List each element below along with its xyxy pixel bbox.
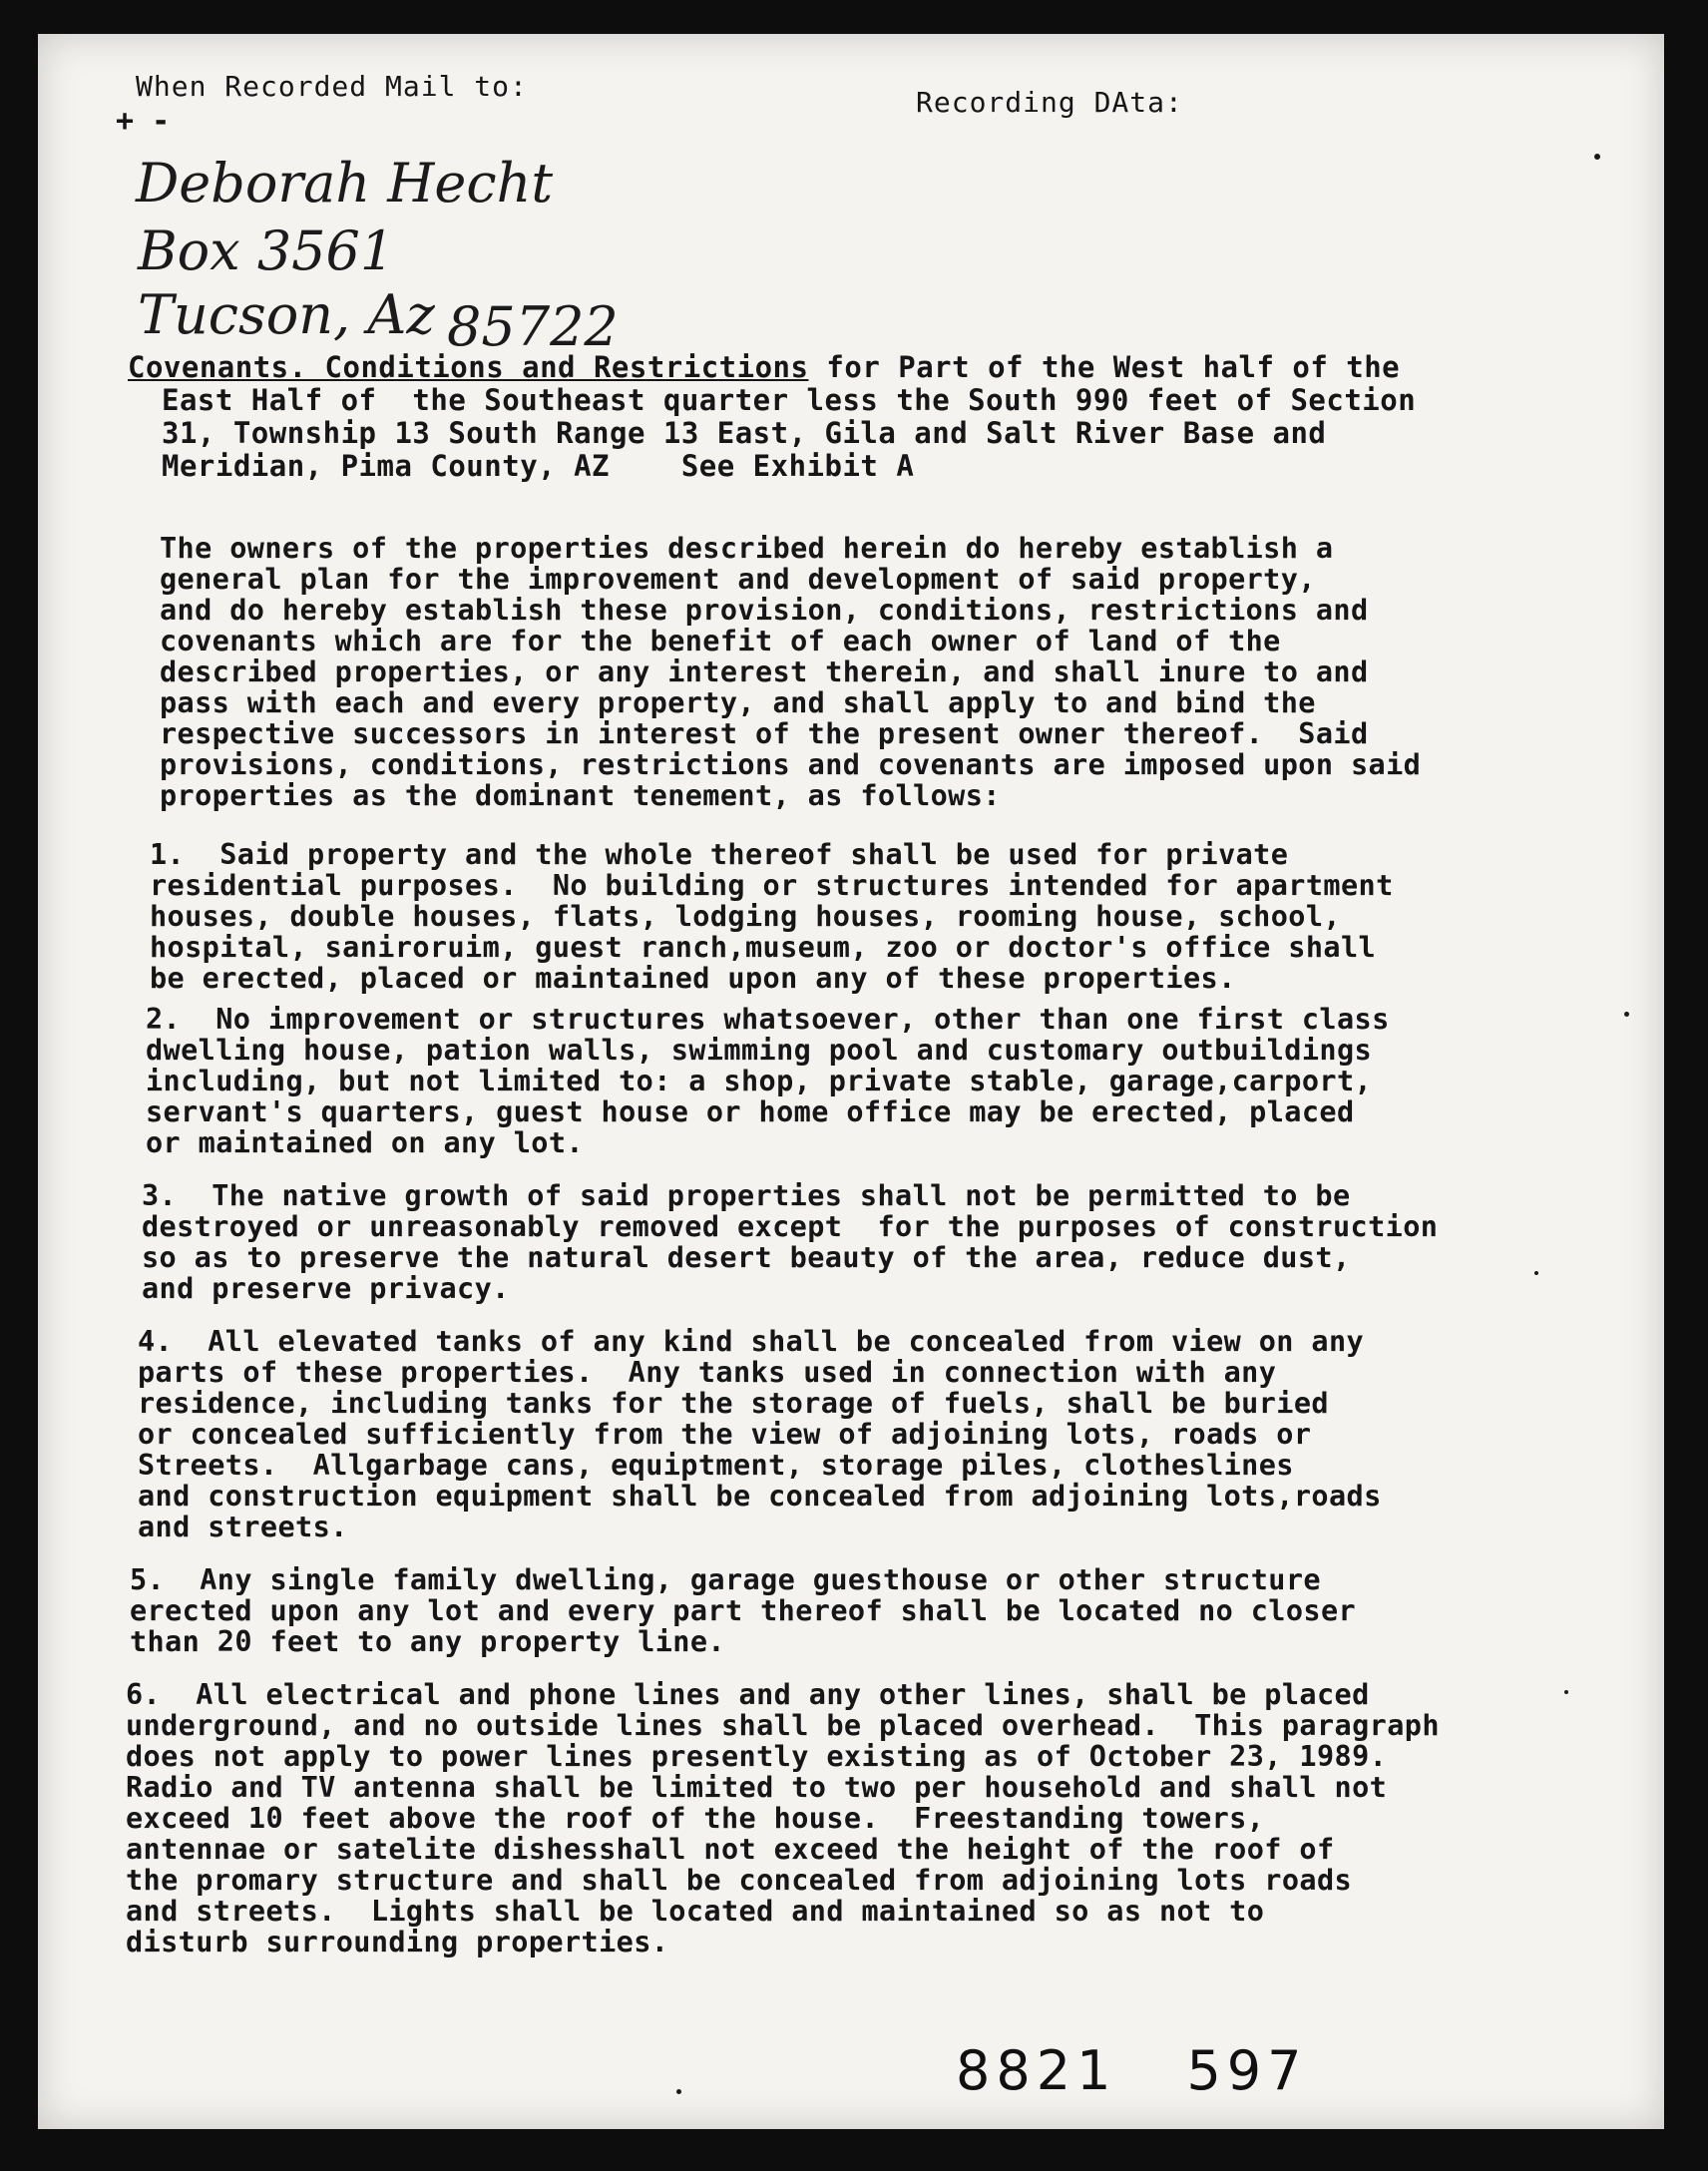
intro-line: covenants which are for the benefit of each owner of land of the bbox=[160, 625, 1281, 657]
item-line: underground, and no outside lines shall be placed overhead. This paragraph bbox=[126, 1709, 1440, 1742]
covenant-item-1 bbox=[120, 839, 1596, 994]
covenant-item-6 bbox=[120, 1679, 1596, 1957]
item-line: residential purposes. No building or structures intended for apartment bbox=[150, 869, 1394, 902]
item-line: parts of these properties. Any tanks used in connection with any bbox=[138, 1356, 1277, 1389]
item-line: or concealed sufficiently from the view of adjoining lots, roads or bbox=[138, 1418, 1312, 1451]
handwritten-city: Tucson, Az bbox=[138, 283, 435, 346]
item-line: 4. All elevated tanks of any kind shall be concealed from view on any bbox=[138, 1325, 1365, 1358]
item-line: and preserve privacy. bbox=[142, 1272, 510, 1305]
item-line: and construction equipment shall be concealed from adjoining lots,roads bbox=[138, 1480, 1382, 1513]
item-line: the promary structure and shall be concealed from adjoining lots roads bbox=[126, 1864, 1353, 1897]
title-line: Meridian, Pima County, AZ See Exhibit A bbox=[162, 449, 915, 483]
item-line: Radio and TV antenna shall be limited to two per household and shall not bbox=[126, 1771, 1388, 1804]
scan-speck bbox=[676, 2089, 681, 2094]
scan-speck bbox=[1594, 154, 1600, 160]
intro-paragraph bbox=[120, 533, 1596, 811]
recording-data-label: Recording DAta: bbox=[916, 86, 1183, 119]
item-line: antennae or satelite dishesshall not exceed the height of the roof of bbox=[126, 1833, 1335, 1866]
item-line: Streets. Allgarbage cans, equiptment, storage piles, clotheslines bbox=[138, 1449, 1294, 1482]
item-line: houses, double houses, flats, lodging houses, rooming house, school, bbox=[150, 900, 1341, 933]
item-line: erected upon any lot and every part thereof shall be located no closer bbox=[130, 1594, 1357, 1627]
item-line: 2. No improvement or structures whatsoever, other than one first class bbox=[146, 1003, 1390, 1036]
title-line: East Half of the Southeast quarter less the South 990 feet of Section bbox=[162, 383, 1417, 417]
item-line: does not apply to power lines presently existing as of October 23, 1989. bbox=[126, 1740, 1388, 1773]
intro-line: respective successors in interest of the present owner thereof. Said bbox=[160, 717, 1369, 750]
handwritten-name: Deborah Hecht bbox=[136, 152, 554, 215]
docket-number: 8821 bbox=[956, 2039, 1117, 2102]
intro-line: described properties, or any interest therein, and shall inure to and bbox=[160, 655, 1369, 688]
title-line: 31, Township 13 South Range 13 East, Gila and Salt River Base and bbox=[162, 416, 1327, 450]
handwritten-box: Box 3561 bbox=[138, 219, 395, 282]
document-title bbox=[128, 351, 1544, 483]
mail-to-label: When Recorded Mail to: bbox=[136, 70, 528, 103]
title-line-text: for Part of the West half of the bbox=[808, 350, 1401, 384]
item-line: disturb surrounding properties. bbox=[126, 1926, 669, 1958]
item-line: exceed 10 feet above the roof of the house. Freestanding towers, bbox=[126, 1802, 1265, 1835]
intro-line: pass with each and every property, and shall apply to and bind the bbox=[160, 686, 1316, 719]
item-line: residence, including tanks for the storage of fuels, shall be buried bbox=[138, 1387, 1329, 1420]
covenant-item-3 bbox=[120, 1180, 1596, 1304]
item-line: 1. Said property and the whole thereof shall be used for private bbox=[150, 838, 1289, 871]
item-line: be erected, placed or maintained upon any of these properties. bbox=[150, 962, 1236, 995]
intro-line: The owners of the properties described herein do hereby establish a bbox=[160, 532, 1334, 565]
intro-line: properties as the dominant tenement, as follows: bbox=[160, 779, 1001, 812]
item-line: 5. Any single family dwelling, garage guesthouse or other structure bbox=[130, 1563, 1321, 1596]
margin-mark: + - bbox=[116, 104, 171, 139]
item-line: including, but not limited to: a shop, private stable, garage,carport, bbox=[146, 1065, 1373, 1097]
item-line: hospital, saniroruim, guest ranch,museum, zoo or doctor's office shall bbox=[150, 931, 1377, 964]
intro-line: general plan for the improvement and development of said property, bbox=[160, 563, 1316, 596]
item-line: 6. All electrical and phone lines and any other lines, shall be placed bbox=[126, 1678, 1370, 1711]
title-underlined: Covenants. Conditions and Restrictions bbox=[128, 350, 809, 384]
covenant-item-2 bbox=[120, 1004, 1596, 1158]
item-line: destroyed or unreasonably removed except for the purposes of construction bbox=[142, 1210, 1439, 1243]
handwritten-zip: 85722 bbox=[447, 295, 619, 358]
scan-speck bbox=[1624, 1012, 1629, 1017]
document-body bbox=[120, 533, 1596, 1967]
item-line: and streets. Lights shall be located and maintained so as not to bbox=[126, 1895, 1265, 1928]
item-line: or maintained on any lot. bbox=[146, 1126, 584, 1159]
title-line bbox=[128, 351, 1544, 384]
item-line: dwelling house, pation walls, swimming pool and customary outbuildings bbox=[146, 1034, 1373, 1067]
item-line: and streets. bbox=[138, 1511, 348, 1543]
page-number: 597 bbox=[1186, 2039, 1308, 2102]
item-line: than 20 feet to any property line. bbox=[130, 1625, 725, 1658]
item-line: so as to preserve the natural desert beauty of the area, reduce dust, bbox=[142, 1241, 1351, 1274]
covenant-item-4 bbox=[120, 1326, 1596, 1542]
recording-page-number bbox=[956, 2039, 1308, 2102]
intro-line: and do hereby establish these provision, conditions, restrictions and bbox=[160, 594, 1369, 627]
document-page bbox=[38, 34, 1664, 2129]
item-line: servant's quarters, guest house or home office may be erected, placed bbox=[146, 1095, 1355, 1128]
item-line: 3. The native growth of said properties shall not be permitted to be bbox=[142, 1179, 1351, 1212]
covenant-item-5 bbox=[120, 1564, 1596, 1657]
intro-line: provisions, conditions, restrictions and covenants are imposed upon said bbox=[160, 748, 1422, 781]
